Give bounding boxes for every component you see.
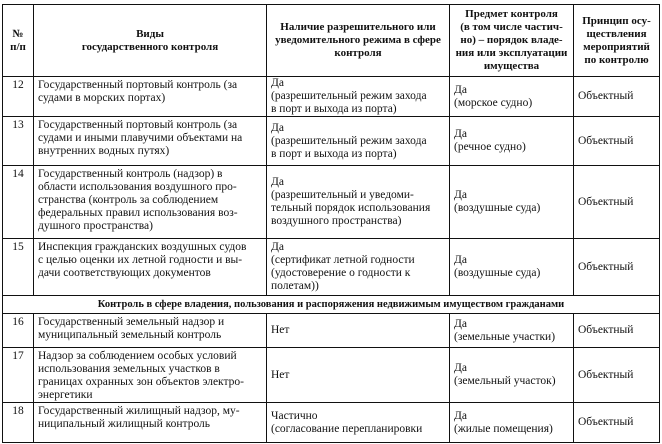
regime-cell-line: (разрешительный режим захода — [271, 90, 427, 102]
subject-cell-line: (земельные участки) — [454, 330, 556, 343]
regime-cell-line: воздушного пространства) — [271, 215, 402, 227]
control-kind-line: Инспекция гражданских воздушных судов — [38, 241, 247, 253]
control-kind-line: Государственный портовый контроль (за — [38, 119, 238, 131]
regime-cell — [267, 403, 450, 443]
control-kind-line: федеральных правил использования воз- — [38, 207, 238, 219]
table-row — [3, 166, 660, 239]
section-body — [3, 296, 660, 314]
header-num-line: п/п — [10, 40, 26, 53]
regime-cell — [267, 77, 450, 117]
section-title: Контроль в сфере владения, пользования и распоряжения недвижимым имуществом гражданами — [3, 296, 660, 314]
header-subject-line: но) – порядок владе- — [460, 34, 563, 46]
regime-cell-line: Да — [271, 241, 284, 253]
regime-cell-line: (согласование перепланировки — [271, 422, 423, 435]
control-kind-line: дачи соответствующих документов — [38, 267, 211, 279]
subject-cell-line: Да — [454, 128, 467, 140]
control-kind-line: ниципальный жилищный контроль — [38, 418, 211, 430]
regime-cell-line: Да — [271, 176, 284, 188]
subject-cell — [450, 77, 574, 117]
row-number: 18 — [3, 403, 34, 443]
header-principle-line: ществления — [586, 27, 647, 40]
regime-cell-line: в порт и выхода из порта) — [271, 103, 397, 115]
control-kind-line: Государственный жилищный надзор, му- — [38, 405, 240, 417]
control-kind-line: Надзор за соблюдением особых условий — [38, 350, 237, 362]
subject-cell-line: Да — [454, 317, 467, 330]
control-kind-line: Государственный портовый контроль (за — [38, 79, 238, 91]
row-number: 12 — [3, 77, 34, 117]
table-row — [3, 348, 660, 403]
regime-cell-line: (разрешительный режим захода — [271, 134, 427, 147]
control-kind-line: муниципальный земельный контроль — [38, 329, 222, 341]
regime-cell — [267, 348, 450, 403]
row-number: 17 — [3, 348, 34, 403]
regime-cell-line: Нет — [271, 324, 290, 336]
principle-cell: Объектный — [574, 239, 660, 296]
control-kind — [34, 77, 267, 117]
row-number: 13 — [3, 117, 34, 166]
header-regime-line: уведомительного режима в сфере — [275, 34, 441, 46]
control-kind — [34, 314, 267, 348]
regime-cell-line: (сертификат летной годности — [271, 254, 415, 266]
control-kind-line: с целью оценки их летной годности и вы- — [38, 254, 243, 266]
subject-cell-line: (земельный участок) — [454, 375, 556, 387]
table-row — [3, 403, 660, 443]
subject-cell-line: (морское судно) — [454, 96, 533, 109]
principle-cell: Объектный — [574, 117, 660, 166]
regime-cell-line: полетам)) — [271, 280, 319, 292]
principle-cell: Объектный — [574, 166, 660, 239]
header-principle-line: Принцип осу- — [582, 14, 651, 27]
control-kind-line: области использования воздушного про- — [38, 181, 237, 193]
header-subject-line: Предмет контроля — [465, 8, 558, 20]
regime-cell — [267, 239, 450, 296]
control-kind-line: Государственный земельный надзор и — [38, 316, 225, 328]
regime-cell-line: Да — [271, 121, 284, 134]
control-kind — [34, 166, 267, 239]
subject-cell-line: (речное судно) — [454, 141, 526, 153]
header-kind — [34, 5, 267, 77]
table-row — [3, 77, 660, 117]
header-kind-line: государственного контроля — [81, 40, 219, 53]
subject-cell-line: Да — [454, 362, 467, 374]
header-num — [3, 5, 34, 77]
row-number: 16 — [3, 314, 34, 348]
header-kind-line: Виды — [136, 27, 164, 40]
regime-cell-line: Нет — [271, 368, 290, 381]
regime-cell-line: (разрешительный и уведоми- — [271, 189, 414, 201]
subject-cell-line: Да — [454, 189, 467, 201]
principle-cell: Объектный — [574, 314, 660, 348]
control-kind-line: судами в морских портах) — [38, 92, 166, 104]
regime-cell-line: (удостоверение о годности к — [271, 267, 411, 279]
regime-cell-line: Да — [271, 77, 284, 89]
regime-cell-line: в порт и выхода из порта) — [271, 147, 397, 160]
control-kind-line: границах охранных зон объектов электро- — [38, 376, 244, 388]
subject-cell — [450, 314, 574, 348]
subject-cell — [450, 239, 574, 296]
principle-cell: Объектный — [574, 403, 660, 443]
header-regime-line: Наличие разрешительного или — [280, 21, 436, 33]
control-kind — [34, 403, 267, 443]
control-kind-line: энергетики — [38, 389, 93, 401]
header-subject-line: имущества — [483, 60, 540, 72]
control-kind-line: внутренних водных путях) — [38, 145, 170, 157]
control-kind — [34, 239, 267, 296]
subject-cell — [450, 117, 574, 166]
section-row — [3, 296, 660, 314]
table-row — [3, 117, 660, 166]
subject-cell — [450, 403, 574, 443]
table-body-a — [3, 77, 660, 296]
control-kind — [34, 117, 267, 166]
row-number: 15 — [3, 239, 34, 296]
subject-cell — [450, 166, 574, 239]
header-num-line: № — [12, 27, 24, 40]
subject-cell — [450, 348, 574, 403]
control-kind-line: странства (контроль за соблюдением — [38, 194, 219, 206]
table-body-b — [3, 314, 660, 443]
table-row — [3, 314, 660, 348]
header-regime — [267, 5, 450, 77]
regime-cell-line: Частично — [271, 409, 318, 422]
subject-cell-line: (воздушные суда) — [454, 202, 541, 214]
subject-cell-line: Да — [454, 254, 467, 266]
header-row — [3, 5, 660, 77]
row-number: 14 — [3, 166, 34, 239]
regime-cell — [267, 117, 450, 166]
subject-cell-line: (жилые помещения) — [454, 422, 553, 435]
subject-cell-line: Да — [454, 83, 467, 96]
header-regime-line: контроля — [334, 47, 382, 59]
header-principle-line: мероприятий — [583, 40, 650, 53]
regime-cell — [267, 166, 450, 239]
header-subject — [450, 5, 574, 77]
control-kind — [34, 348, 267, 403]
control-types-table — [2, 4, 660, 443]
header-principle-line: по контролю — [584, 53, 649, 66]
regime-cell-line: тельный порядок использования — [271, 202, 431, 214]
header-principle — [574, 5, 660, 77]
subject-cell-line: (воздушные суда) — [454, 267, 541, 279]
subject-cell-line: Да — [454, 409, 467, 422]
table-row — [3, 239, 660, 296]
principle-cell: Объектный — [574, 77, 660, 117]
header-subject-line: (в том числе частич- — [460, 21, 563, 33]
header-subject-line: ния или эксплуатации — [455, 47, 568, 59]
principle-cell: Объектный — [574, 348, 660, 403]
control-kind-line: использования земельных участков в — [38, 363, 220, 375]
control-kind-line: Государственный контроль (надзор) в — [38, 168, 223, 180]
control-kind-line: душного пространства) — [38, 220, 153, 232]
regime-cell — [267, 314, 450, 348]
control-kind-line: судами и иными плавучими объектами на — [38, 132, 243, 144]
